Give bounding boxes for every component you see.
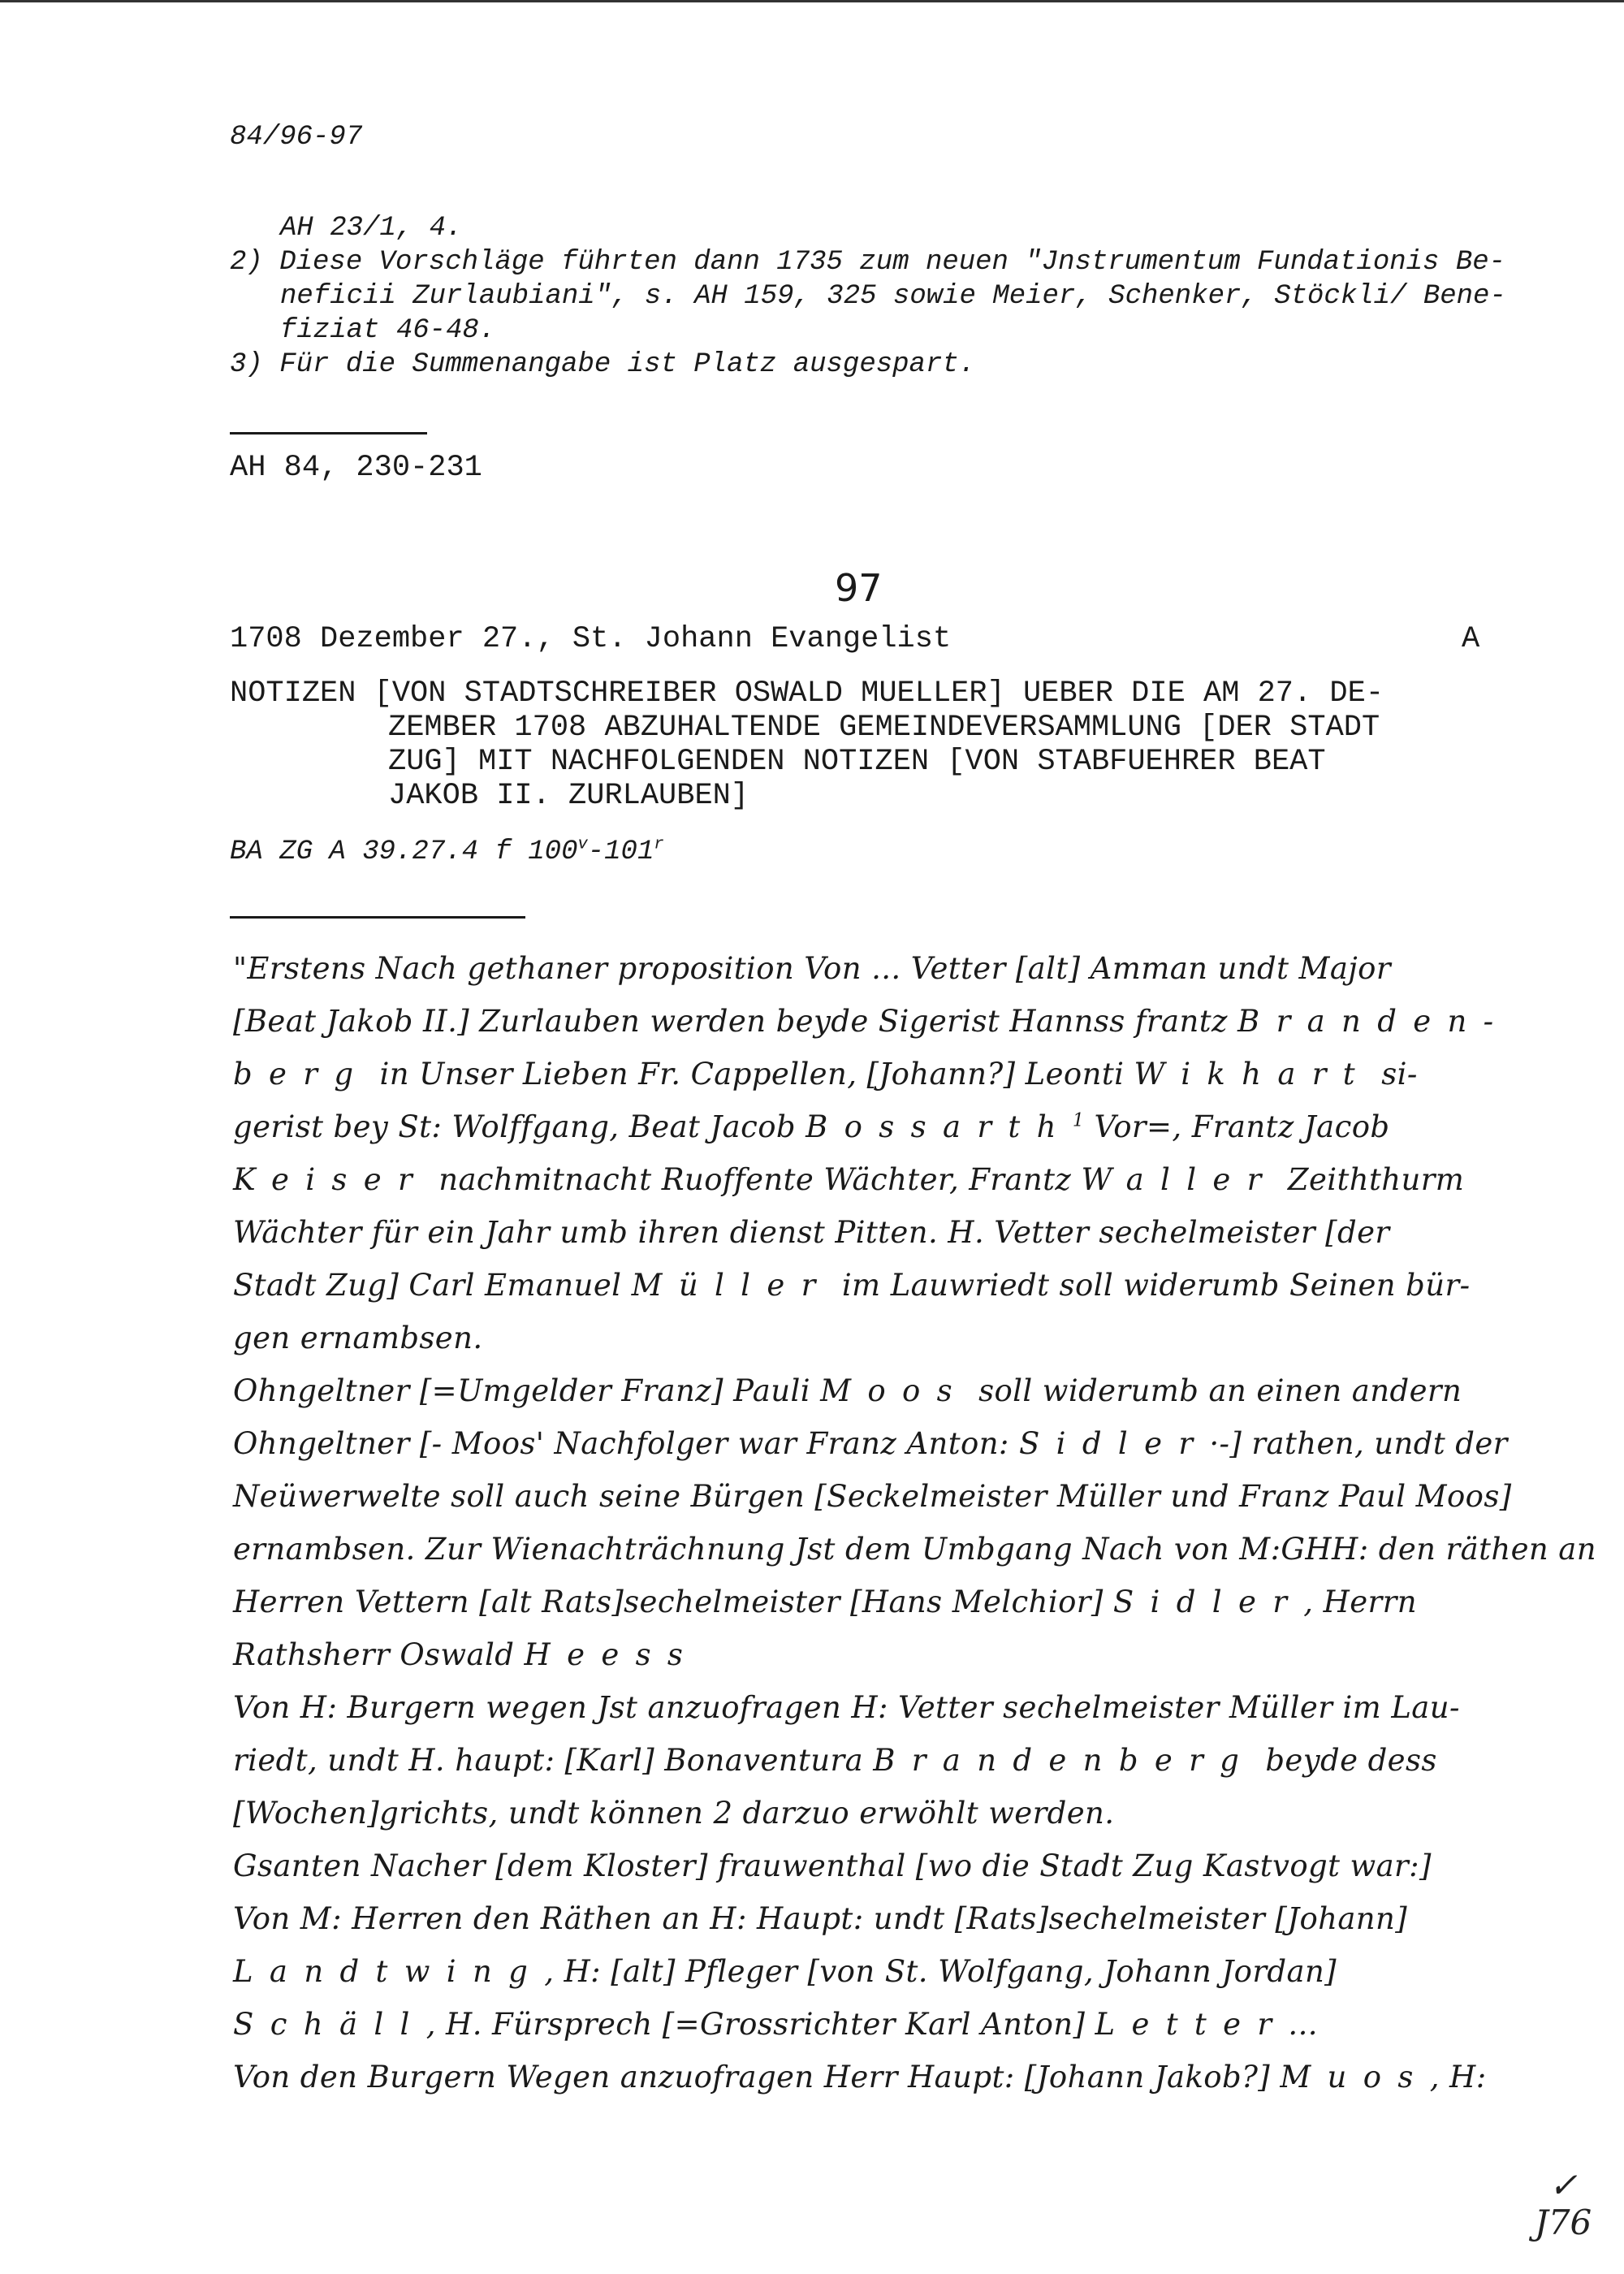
body-line: "Erstens Nach gethaner proposition Von ... Vetter [alt] Amman undt Major: [233, 951, 1391, 986]
body-line: Rathsherr Oswald Heess: [233, 1637, 700, 1672]
section-divider: [230, 916, 525, 919]
body-line: Ohngeltner [- Moos' Nachfolger war Franz Anton: Sidler·-] rathen, undt der: [233, 1426, 1508, 1461]
body-line: [Beat Jakob II.] Zurlauben werden beyde Sigerist Hannss frantz Branden-: [233, 1004, 1510, 1039]
page-top-edge: [0, 0, 1624, 2]
archive-ref-sup: v: [577, 835, 588, 854]
spaced-name: Sidler: [1112, 1584, 1304, 1619]
archive-ref-mid: -101: [587, 837, 654, 867]
spaced-name: Waller: [1081, 1162, 1278, 1197]
footnote-marker: 1: [1072, 1109, 1085, 1131]
spaced-name: Schäll: [233, 2007, 426, 2042]
section-divider: [230, 432, 427, 434]
footnote-line: AH 23/1, 4.: [280, 213, 463, 244]
body-line: Ohngeltner [=Umgelder Franz] Pauli Moos soll widerumb an einen andern: [233, 1373, 1462, 1408]
body-line: Von M: Herren den Räthen an H: Haupt: undt [Rats]sechelmeister [Johann]: [233, 1901, 1408, 1936]
document-number: 97: [835, 566, 883, 610]
body-line: Keiser nachmitnacht Ruoffente Wächter, Frantz Waller Zeiththurm: [233, 1162, 1465, 1197]
body-line: [Wochen]grichts, undt können 2 darzuo erwöhlt werden.: [233, 1796, 1115, 1831]
source-reference: AH 84, 230-231: [230, 451, 482, 485]
spaced-name: Letter: [1095, 2007, 1289, 2042]
archive-ref-sup: r: [654, 835, 664, 854]
title-line: JAKOB II. ZURLAUBEN]: [388, 779, 749, 813]
footnote-line: neficii Zurlaubiani", s. AH 159, 325 sowie Meier, Schenker, Stöckli/ Bene-: [280, 281, 1506, 312]
body-line: Von H: Burgern wegen Jst anzuofragen H: Vetter sechelmeister Müller im Lau-: [233, 1690, 1460, 1725]
spaced-name: Moos: [820, 1373, 969, 1408]
body-line: gen ernambsen.: [233, 1321, 483, 1355]
spaced-name: Heess: [524, 1637, 700, 1672]
footnote-line: 3) Für die Summenangabe ist Platz ausgespart.: [230, 349, 976, 380]
body-line: Von den Burgern Wegen anzuofragen Herr Haupt: [Johann Jakob?] Muos, H:: [233, 2060, 1487, 2095]
body-line: gerist bey St: Wolffgang, Beat Jacob Bossarth$^1$ Vor=, Frantz Jacob: [233, 1109, 1390, 1144]
spaced-name: Branden-: [1237, 1004, 1510, 1039]
footnote-line: fiziat 46-48.: [280, 315, 496, 346]
spaced-name: Wikhart: [1134, 1057, 1372, 1092]
title-line: NOTIZEN [VON STADTSCHREIBER OSWALD MUELLER] UEBER DIE AM 27. DE-: [230, 677, 1384, 711]
handwritten-page-mark: ✓ J76: [1535, 2165, 1592, 2242]
body-line: Herren Vettern [alt Rats]sechelmeister [Hans Melchior] Sidler, Herrn: [233, 1584, 1417, 1619]
document-category: A: [1462, 622, 1480, 656]
spaced-name: Landtwing: [233, 1954, 545, 1989]
spaced-name: Keiser: [233, 1162, 430, 1197]
body-line: Neüwerwelte soll auch seine Bürgen [Seckelmeister Müller und Franz Paul Moos]: [233, 1479, 1512, 1514]
body-line: ernambsen. Zur Wienachträchnung Jst dem Umbgang Nach von M:GHH: den räthen an: [233, 1532, 1596, 1567]
body-line: riedt, undt H. haupt: [Karl] Bonaventura Brandenberg beyde dess: [233, 1743, 1437, 1778]
archive-ref-prefix: BA ZG A 39.27.4 f 100: [230, 837, 578, 867]
spaced-name: berg: [233, 1057, 370, 1092]
spaced-name: Sidler: [1018, 1426, 1210, 1461]
body-line: berg in Unser Lieben Fr. Cappellen, [Johann?] Leonti Wikhart si-: [233, 1057, 1418, 1092]
title-line: ZUG] MIT NACHFOLGENDEN NOTIZEN [VON STABFUEHRER BEAT: [388, 745, 1326, 779]
spaced-name: Brandenberg: [873, 1743, 1256, 1778]
body-line: Schäll, H. Fürsprech [=Grossrichter Karl Anton] Letter...: [233, 2007, 1318, 2042]
footnote-line: 2) Diese Vorschläge führten dann 1735 zum neuen "Jnstrumentum Fundationis Be-: [230, 247, 1506, 278]
body-line: Gsanten Nacher [dem Kloster] frauwenthal [wo die Stadt Zug Kastvogt war:]: [233, 1848, 1432, 1883]
title-line: ZEMBER 1708 ABZUHALTENDE GEMEINDEVERSAMMLUNG [DER STADT: [388, 711, 1380, 745]
spaced-name: Bossarth: [806, 1109, 1073, 1144]
archive-reference: [230, 835, 664, 869]
body-line: Wächter für ein Jahr umb ihren dienst Pitten. H. Vetter sechelmeister [der: [233, 1215, 1390, 1250]
page-reference: 84/96-97: [230, 122, 363, 153]
body-line: Landtwing, H: [alt] Pfleger [von St. Wolfgang, Johann Jordan]: [233, 1954, 1337, 1989]
body-line: Stadt Zug] Carl Emanuel Müller im Lauwriedt soll widerumb Seinen bür-: [233, 1268, 1471, 1303]
document-date-line: 1708 Dezember 27., St. Johann Evangelist: [230, 622, 952, 656]
spaced-name: Muos: [1280, 2060, 1430, 2095]
spaced-name: Müller: [631, 1268, 832, 1303]
